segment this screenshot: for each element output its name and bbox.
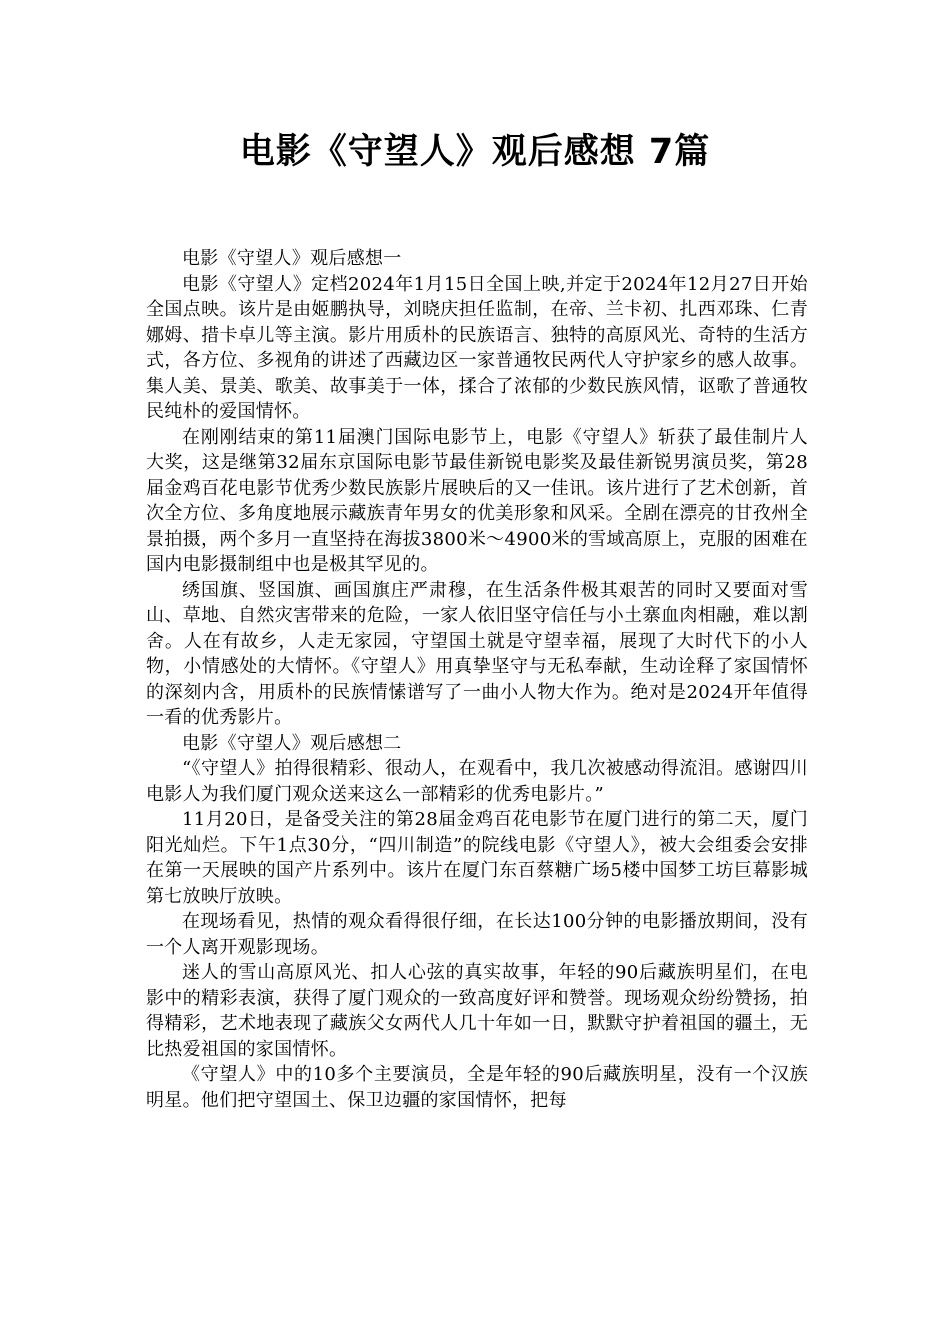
paragraph: “《守望人》拍得很精彩、很动人，在观看中，我几次被感动得流泪。感谢四川电影人为我们厦门观众送来这么一部精彩的优秀电影片。”	[146, 758, 808, 805]
section-heading: 电影《守望人》观后感想一	[182, 248, 402, 269]
paragraph: 电影《守望人》定档2024年1月15日全国上映,并定于2024年12月27日开始全国点映。该片是由姬鹏执导，刘晓庆担任监制，在帝、兰卡初、扎西邓珠、仁青娜姆、措卡卓儿等主演。影片用质朴的民族语言、独特的高原风光、奇特的生活方式，各方位、多视角的讲述了西藏边区一家普通牧民两代人守护家乡的感人故事。集人美、景美、歌美、故事美于一体，揉合了浓郁的少数民族风情，讴歌了普通牧民纯朴的爱国情怀。	[146, 273, 808, 422]
paragraph: 11月20日，是备受关注的第28届金鸡百花电影节在厦门进行的第二天，厦门阳光灿烂。下午1点30分，“四川制造”的院线电影《守望人》，被大会组委会安排在第一天展映的国产片系列中。该片在厦门东百蔡糖广场5楼中国梦工坊巨幕影城第七放映厅放映。	[146, 809, 808, 907]
paragraph: 在刚刚结束的第11届澳门国际电影节上，电影《守望人》斩获了最佳制片人大奖，这是继第32届东京国际电影节最佳新锐电影奖及最佳新锐男演员奖，第28届金鸡百花电影节优秀少数民族影片展映后的又一佳讯。该片进行了艺术创新，首次全方位、多角度地展示藏族青年男女的优美形象和风采。全剧在漂亮的甘孜州全景拍摄，两个多月一直坚持在海拔3800米～4900米的雪域高原上，克服的困难在国内电影摄制组中也是极其罕见的。	[146, 426, 808, 575]
paragraph: 迷人的雪山高原风光、扣人心弦的真实故事，年轻的90后藏族明星们，在电影中的精彩表演，获得了厦门观众的一致高度好评和赞誉。现场观众纷纷赞扬，拍得精彩，艺术地表现了藏族父女两代人几十年如一日，默默守护着祖国的疆土，无比热爱祖国的家国情怀。	[146, 962, 808, 1060]
paragraph: 绣国旗、竖国旗、画国旗庄严肃穆，在生活条件极其艰苦的同时又要面对雪山、草地、自然灾害带来的危险，一家人依旧坚守信任与小土寨血肉相融，难以割舍。人在有故乡，人走无家园，守望国土就是守望幸福，展现了大时代下的小人物，小情感处的大情怀。《守望人》用真挚坚守与无私奉献，生动诠释了家国情怀的深刻内含，用质朴的民族情愫谱写了一曲小人物大作为。绝对是2024开年值得一看的优秀影片。	[146, 579, 808, 728]
document-title: 电影《守望人》观后感想 7篇	[239, 132, 711, 172]
paragraph: 《守望人》中的10多个主要演员，全是年轻的90后藏族明星，没有一个汉族明星。他们把守望国土、保卫边疆的家国情怀，把每	[146, 1064, 808, 1111]
document-body	[146, 246, 808, 1113]
section-heading: 电影《守望人》观后感想二	[182, 732, 402, 754]
paragraph: 在现场看见，热情的观众看得很仔细，在长达100分钟的电影播放期间，没有一个人离开观影现场。	[146, 911, 808, 958]
